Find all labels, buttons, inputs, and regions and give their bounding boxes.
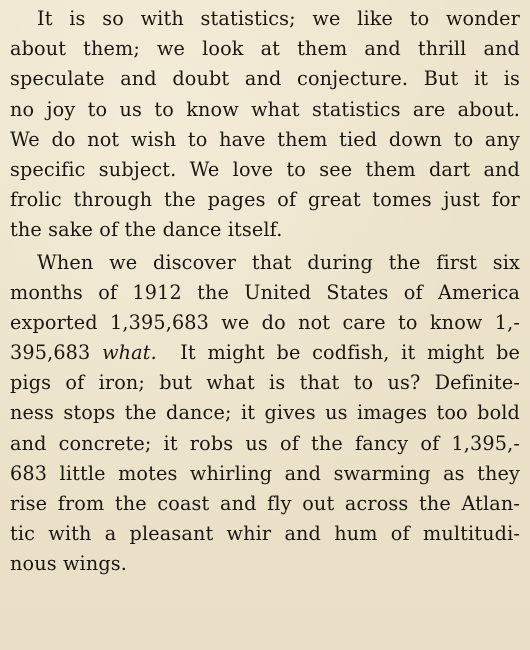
text-line: frolic through the pages of great tomes just for (10, 188, 520, 212)
text-line: 683 little motes whirling and swarming as they (10, 461, 520, 485)
text-line: no joy to us to know what statistics are about. (10, 97, 520, 121)
text-line: nous wings. (10, 552, 128, 576)
text-line: about them; we look at them and thrill and (10, 37, 520, 61)
text-line: specific subject. We love to see them dart and (10, 157, 520, 181)
text-line: ness stops the dance; it gives us images too bold (10, 401, 520, 425)
text-line: and concrete; it robs us of the fancy of 1,395,- (10, 431, 520, 455)
text-line: speculate and doubt and conjecture. But it is (10, 67, 520, 91)
emphasis-what: what. (102, 341, 157, 365)
text-line: exported 1,395,683 we do not care to know 1,- (10, 310, 520, 334)
text-line: tic with a pleasant whir and hum of multitudi- (10, 522, 520, 546)
text-number-fragment: 395,683 (10, 341, 91, 365)
text-fragment: It might be codfish, it might be (180, 341, 521, 365)
text-line-with-emphasis (10, 338, 520, 368)
text-line: We do not wish to have them tied down to any (10, 127, 520, 151)
text-line: It is so with statistics; we like to wonder (37, 7, 520, 30)
text-line: the sake of the dance itself. (10, 218, 283, 242)
paragraph-exports-1912 (10, 248, 520, 580)
text-line: rise from the coast and fly out across the Atlan- (10, 492, 520, 515)
text-line: months of 1912 the United States of America (10, 280, 520, 304)
paragraph-statistics-wonder (10, 4, 520, 246)
text-line: When we discover that during the first six (37, 250, 520, 274)
text-line: pigs of iron; but what is that to us? Definite- (10, 371, 520, 395)
